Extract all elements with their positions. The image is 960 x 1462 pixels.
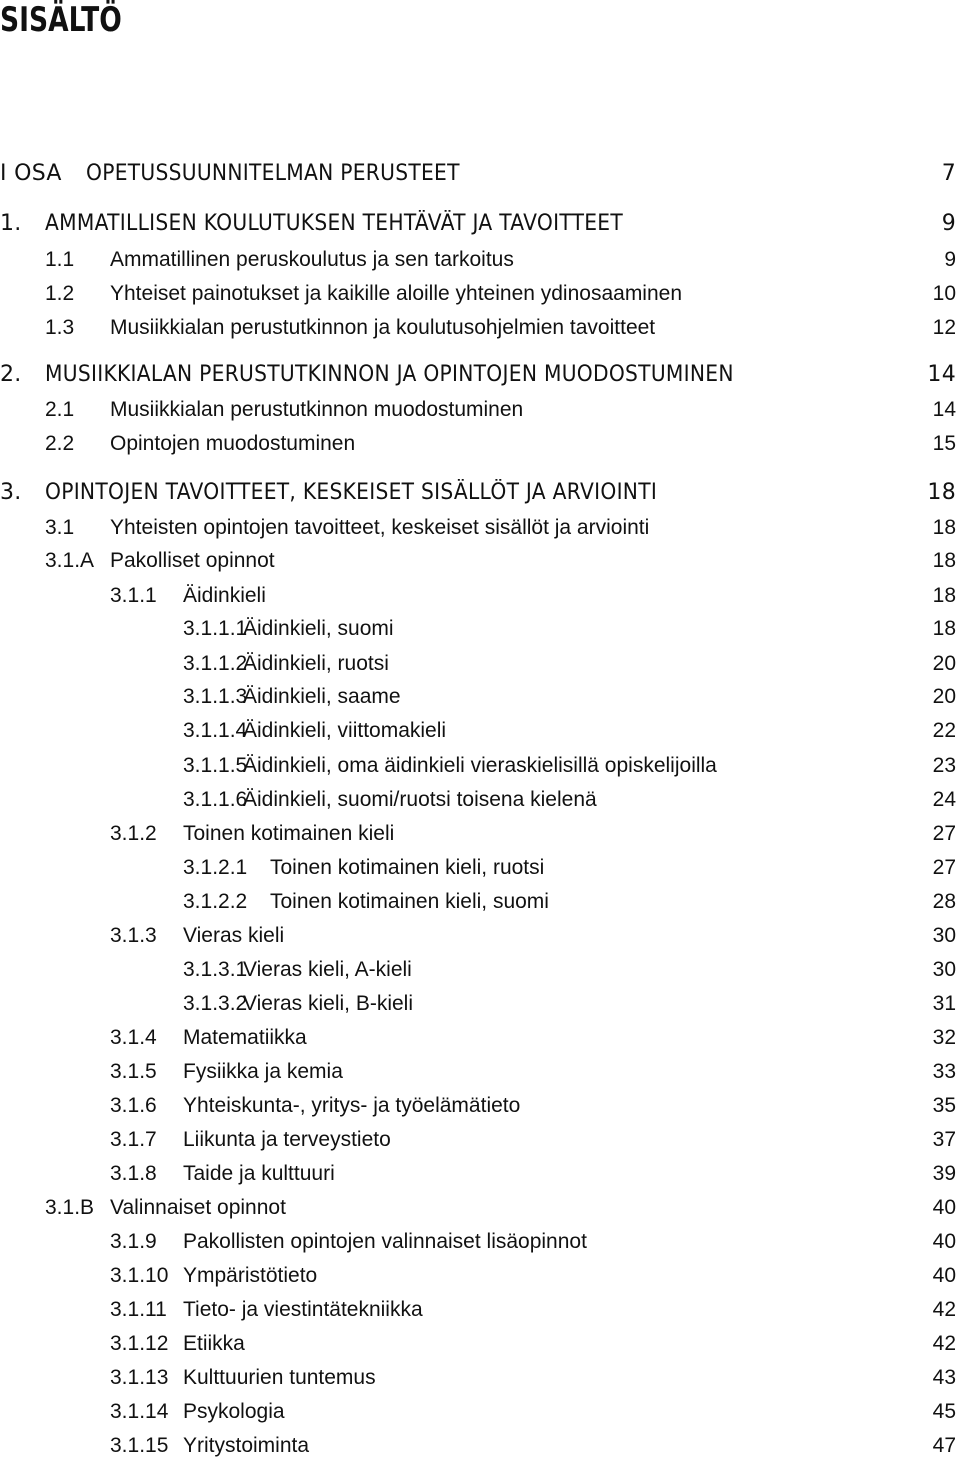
toc-entry-title: MUSIIKKIALAN PERUSTUTKINNON JA OPINTOJEN MUODOSTUMINEN	[45, 362, 734, 387]
toc-entry-page: 42	[932, 1298, 956, 1321]
toc-entry-page: 15	[932, 432, 956, 455]
toc-entry[interactable]	[0, 158, 960, 190]
toc-entry-title: Matematiikka	[183, 1026, 307, 1049]
toc-entry[interactable]	[0, 988, 960, 1020]
toc-entry-title: Äidinkieli, ruotsi	[243, 652, 389, 675]
toc-entry[interactable]	[0, 1226, 960, 1258]
toc-entry-number: 3.1.8	[110, 1162, 157, 1185]
toc-entry-page: 14	[932, 398, 956, 421]
toc-entry-number: 3.1.14	[110, 1400, 169, 1423]
toc-entry-page: 43	[932, 1366, 956, 1389]
toc-entry-number: 2.1	[45, 398, 75, 421]
toc-entry[interactable]	[0, 512, 960, 544]
toc-entry-number: 3.1.1.5	[183, 754, 248, 777]
toc-entry-number: 3.1.A	[45, 549, 95, 572]
toc-entry-title: Äidinkieli	[183, 584, 266, 607]
toc-entry-page: 18	[932, 584, 956, 607]
toc-entry-number: 1.1	[45, 248, 75, 271]
toc-entry-page: 20	[932, 685, 956, 708]
toc-entry[interactable]	[0, 1328, 960, 1360]
toc-entry-number: 3.1.1.4	[183, 719, 248, 742]
toc-entry-number: 1.	[0, 211, 22, 236]
toc-entry-title: Opintojen muodostuminen	[110, 432, 356, 455]
toc-entry[interactable]	[0, 545, 960, 577]
toc-entry-page: 7	[941, 161, 956, 186]
toc-entry[interactable]	[0, 1022, 960, 1054]
toc-entry-number: 3.1.12	[110, 1332, 169, 1355]
toc-entry-page: 28	[932, 890, 956, 913]
toc-entry-page: 12	[932, 316, 956, 339]
toc-entry-title: OPINTOJEN TAVOITTEET, KESKEISET SISÄLLÖT JA ARVIOINTI	[45, 480, 658, 505]
toc-entry-title: Vieras kieli, A-kieli	[243, 958, 412, 981]
toc-entry-title: Toinen kotimainen kieli	[183, 822, 395, 845]
toc-entry[interactable]	[0, 1158, 960, 1190]
toc-entry[interactable]	[0, 784, 960, 816]
toc-entry-page: 23	[932, 754, 956, 777]
toc-entry-title: Yritystoiminta	[183, 1434, 310, 1457]
toc-entry[interactable]	[0, 208, 960, 240]
toc-entry[interactable]	[0, 1260, 960, 1292]
toc-entry-title: Psykologia	[183, 1400, 285, 1423]
toc-entry-page: 22	[932, 719, 956, 742]
toc-entry[interactable]	[0, 394, 960, 426]
toc-entry-number: 1.2	[45, 282, 75, 305]
toc-entry[interactable]	[0, 613, 960, 645]
toc-entry-page: 42	[932, 1332, 956, 1355]
toc-entry[interactable]	[0, 818, 960, 850]
toc-entry-number: 3.1.2.2	[183, 890, 248, 913]
toc-entry-number: 3.1.7	[110, 1128, 157, 1151]
toc-entry-title: Yhteisten opintojen tavoitteet, keskeiset sisällöt ja arviointi	[110, 516, 650, 539]
toc-entry-number: 3.1.11	[110, 1298, 167, 1321]
toc-entry-number: 3.	[0, 480, 22, 505]
toc-entry-title: Äidinkieli, oma äidinkieli vieraskielisillä opiskelijoilla	[243, 754, 717, 777]
toc-entry-page: 18	[932, 516, 956, 539]
toc-entry[interactable]	[0, 428, 960, 460]
toc-entry-page: 32	[932, 1026, 956, 1049]
toc-entry[interactable]	[0, 852, 960, 884]
toc-entry-number: 3.1.9	[110, 1230, 157, 1253]
toc-entry-title: Tieto- ja viestintätekniikka	[183, 1298, 423, 1321]
toc-entry[interactable]	[0, 648, 960, 680]
toc-entry-title: Kulttuurien tuntemus	[183, 1366, 376, 1389]
toc-entry-page: 24	[932, 788, 956, 811]
toc-entry-page: 9	[941, 211, 956, 236]
toc-entry-number: 3.1	[45, 516, 75, 539]
toc-entry-page: 31	[932, 992, 956, 1015]
toc-entry-page: 30	[932, 958, 956, 981]
toc-entry-page: 18	[932, 617, 956, 640]
toc-entry[interactable]	[0, 278, 960, 310]
toc-entry[interactable]	[0, 244, 960, 276]
toc-entry-page: 18	[932, 549, 956, 572]
toc-entry-number: 2.2	[45, 432, 75, 455]
toc-entry[interactable]	[0, 1056, 960, 1088]
toc-entry[interactable]	[0, 359, 960, 391]
toc-entry-number: 3.1.10	[110, 1264, 169, 1287]
toc-entry[interactable]	[0, 477, 960, 509]
toc-entry-number: 3.1.B	[45, 1196, 95, 1219]
toc-entry[interactable]	[0, 1124, 960, 1156]
toc-entry-title: Yhteiset painotukset ja kaikille aloille yhteinen ydinosaaminen	[110, 282, 683, 305]
toc-entry[interactable]	[0, 954, 960, 986]
toc-entry[interactable]	[0, 1396, 960, 1428]
toc-entry-page: 10	[932, 282, 956, 305]
toc-entry-page: 20	[932, 652, 956, 675]
toc-entry-title: Pakollisten opintojen valinnaiset lisäopinnot	[183, 1230, 587, 1253]
toc-entry-title: Toinen kotimainen kieli, suomi	[270, 890, 549, 913]
toc-entry-number: 3.1.6	[110, 1094, 157, 1117]
toc-entry-title: Yhteiskunta-, yritys- ja työelämätieto	[183, 1094, 521, 1117]
toc-entry-title: Valinnaiset opinnot	[110, 1196, 286, 1219]
page-title: SISÄLTÖ	[0, 0, 122, 40]
toc-entry-title: Pakolliset opinnot	[110, 549, 275, 572]
toc-entry[interactable]	[0, 580, 960, 612]
toc-entry-title: Ympäristötieto	[183, 1264, 318, 1287]
toc-entry-title: Taide ja kulttuuri	[183, 1162, 335, 1185]
toc-entry-number: 1.3	[45, 316, 75, 339]
toc-entry-title: Äidinkieli, suomi	[243, 617, 394, 640]
toc-entry[interactable]	[0, 1362, 960, 1394]
toc-entry-number: I OSA	[0, 161, 62, 186]
toc-entry-page: 33	[932, 1060, 956, 1083]
toc-entry-page: 40	[932, 1230, 956, 1253]
toc-entry-number: 3.1.1.3	[183, 685, 248, 708]
toc-entry-title: AMMATILLISEN KOULUTUKSEN TEHTÄVÄT JA TAVOITTEET	[45, 211, 624, 236]
toc-entry-title: OPETUSSUUNNITELMAN PERUSTEET	[86, 161, 460, 186]
toc-entry-title: Vieras kieli	[183, 924, 285, 947]
toc-entry[interactable]	[0, 1192, 960, 1224]
toc-entry-page: 39	[932, 1162, 956, 1185]
toc-entry[interactable]	[0, 1294, 960, 1326]
toc-entry-title: Toinen kotimainen kieli, ruotsi	[270, 856, 545, 879]
toc-entry-number: 3.1.3.1	[183, 958, 248, 981]
toc-entry[interactable]	[0, 750, 960, 782]
toc-entry-number: 3.1.1.2	[183, 652, 248, 675]
toc-entry-page: 18	[927, 480, 956, 505]
toc-entry-page: 35	[932, 1094, 956, 1117]
toc-entry-number: 3.1.5	[110, 1060, 157, 1083]
toc-entry-number: 2.	[0, 362, 22, 387]
toc-entry-title: Vieras kieli, B-kieli	[243, 992, 413, 1015]
toc-entry-title: Fysiikka ja kemia	[183, 1060, 343, 1083]
toc-entry[interactable]	[0, 1090, 960, 1122]
toc-entry-title: Äidinkieli, suomi/ruotsi toisena kielenä	[243, 788, 597, 811]
toc-entry-page: 40	[932, 1264, 956, 1287]
toc-entry-number: 3.1.1.6	[183, 788, 248, 811]
toc-entry-number: 3.1.2	[110, 822, 157, 845]
toc-entry-page: 27	[932, 856, 956, 879]
toc-entry[interactable]	[0, 920, 960, 952]
toc-entry-number: 3.1.13	[110, 1366, 169, 1389]
toc-entry[interactable]	[0, 312, 960, 344]
toc-entry-page: 9	[944, 248, 956, 271]
toc-entry-page: 45	[932, 1400, 956, 1423]
toc-entry-page: 14	[927, 362, 956, 387]
toc-entry-number: 3.1.2.1	[183, 856, 248, 879]
toc-entry-number: 3.1.1	[110, 584, 157, 607]
toc-entry-title: Etiikka	[183, 1332, 245, 1355]
toc-entry-page: 40	[932, 1196, 956, 1219]
toc-entry-number: 3.1.3	[110, 924, 157, 947]
toc-entry[interactable]	[0, 681, 960, 713]
toc-entry[interactable]	[0, 886, 960, 918]
toc-entry-number: 3.1.1.1	[183, 617, 248, 640]
toc-entry-page: 37	[932, 1128, 956, 1151]
toc-entry[interactable]	[0, 715, 960, 747]
toc-entry-title: Musiikkialan perustutkinnon muodostuminen	[110, 398, 524, 421]
toc-entry-title: Äidinkieli, saame	[243, 685, 401, 708]
toc-entry-page: 47	[932, 1434, 956, 1457]
toc-entry[interactable]	[0, 1430, 960, 1462]
toc-entry-title: Musiikkialan perustutkinnon ja koulutusohjelmien tavoitteet	[110, 316, 656, 339]
toc-entry-title: Ammatillinen peruskoulutus ja sen tarkoitus	[110, 248, 514, 271]
toc-entry-number: 3.1.4	[110, 1026, 157, 1049]
toc-entry-page: 30	[932, 924, 956, 947]
toc-entry-number: 3.1.15	[110, 1434, 169, 1457]
toc-entry-title: Liikunta ja terveystieto	[183, 1128, 391, 1151]
toc-entry-title: Äidinkieli, viittomakieli	[243, 719, 447, 742]
toc-entry-page: 27	[932, 822, 956, 845]
toc-entry-number: 3.1.3.2	[183, 992, 248, 1015]
